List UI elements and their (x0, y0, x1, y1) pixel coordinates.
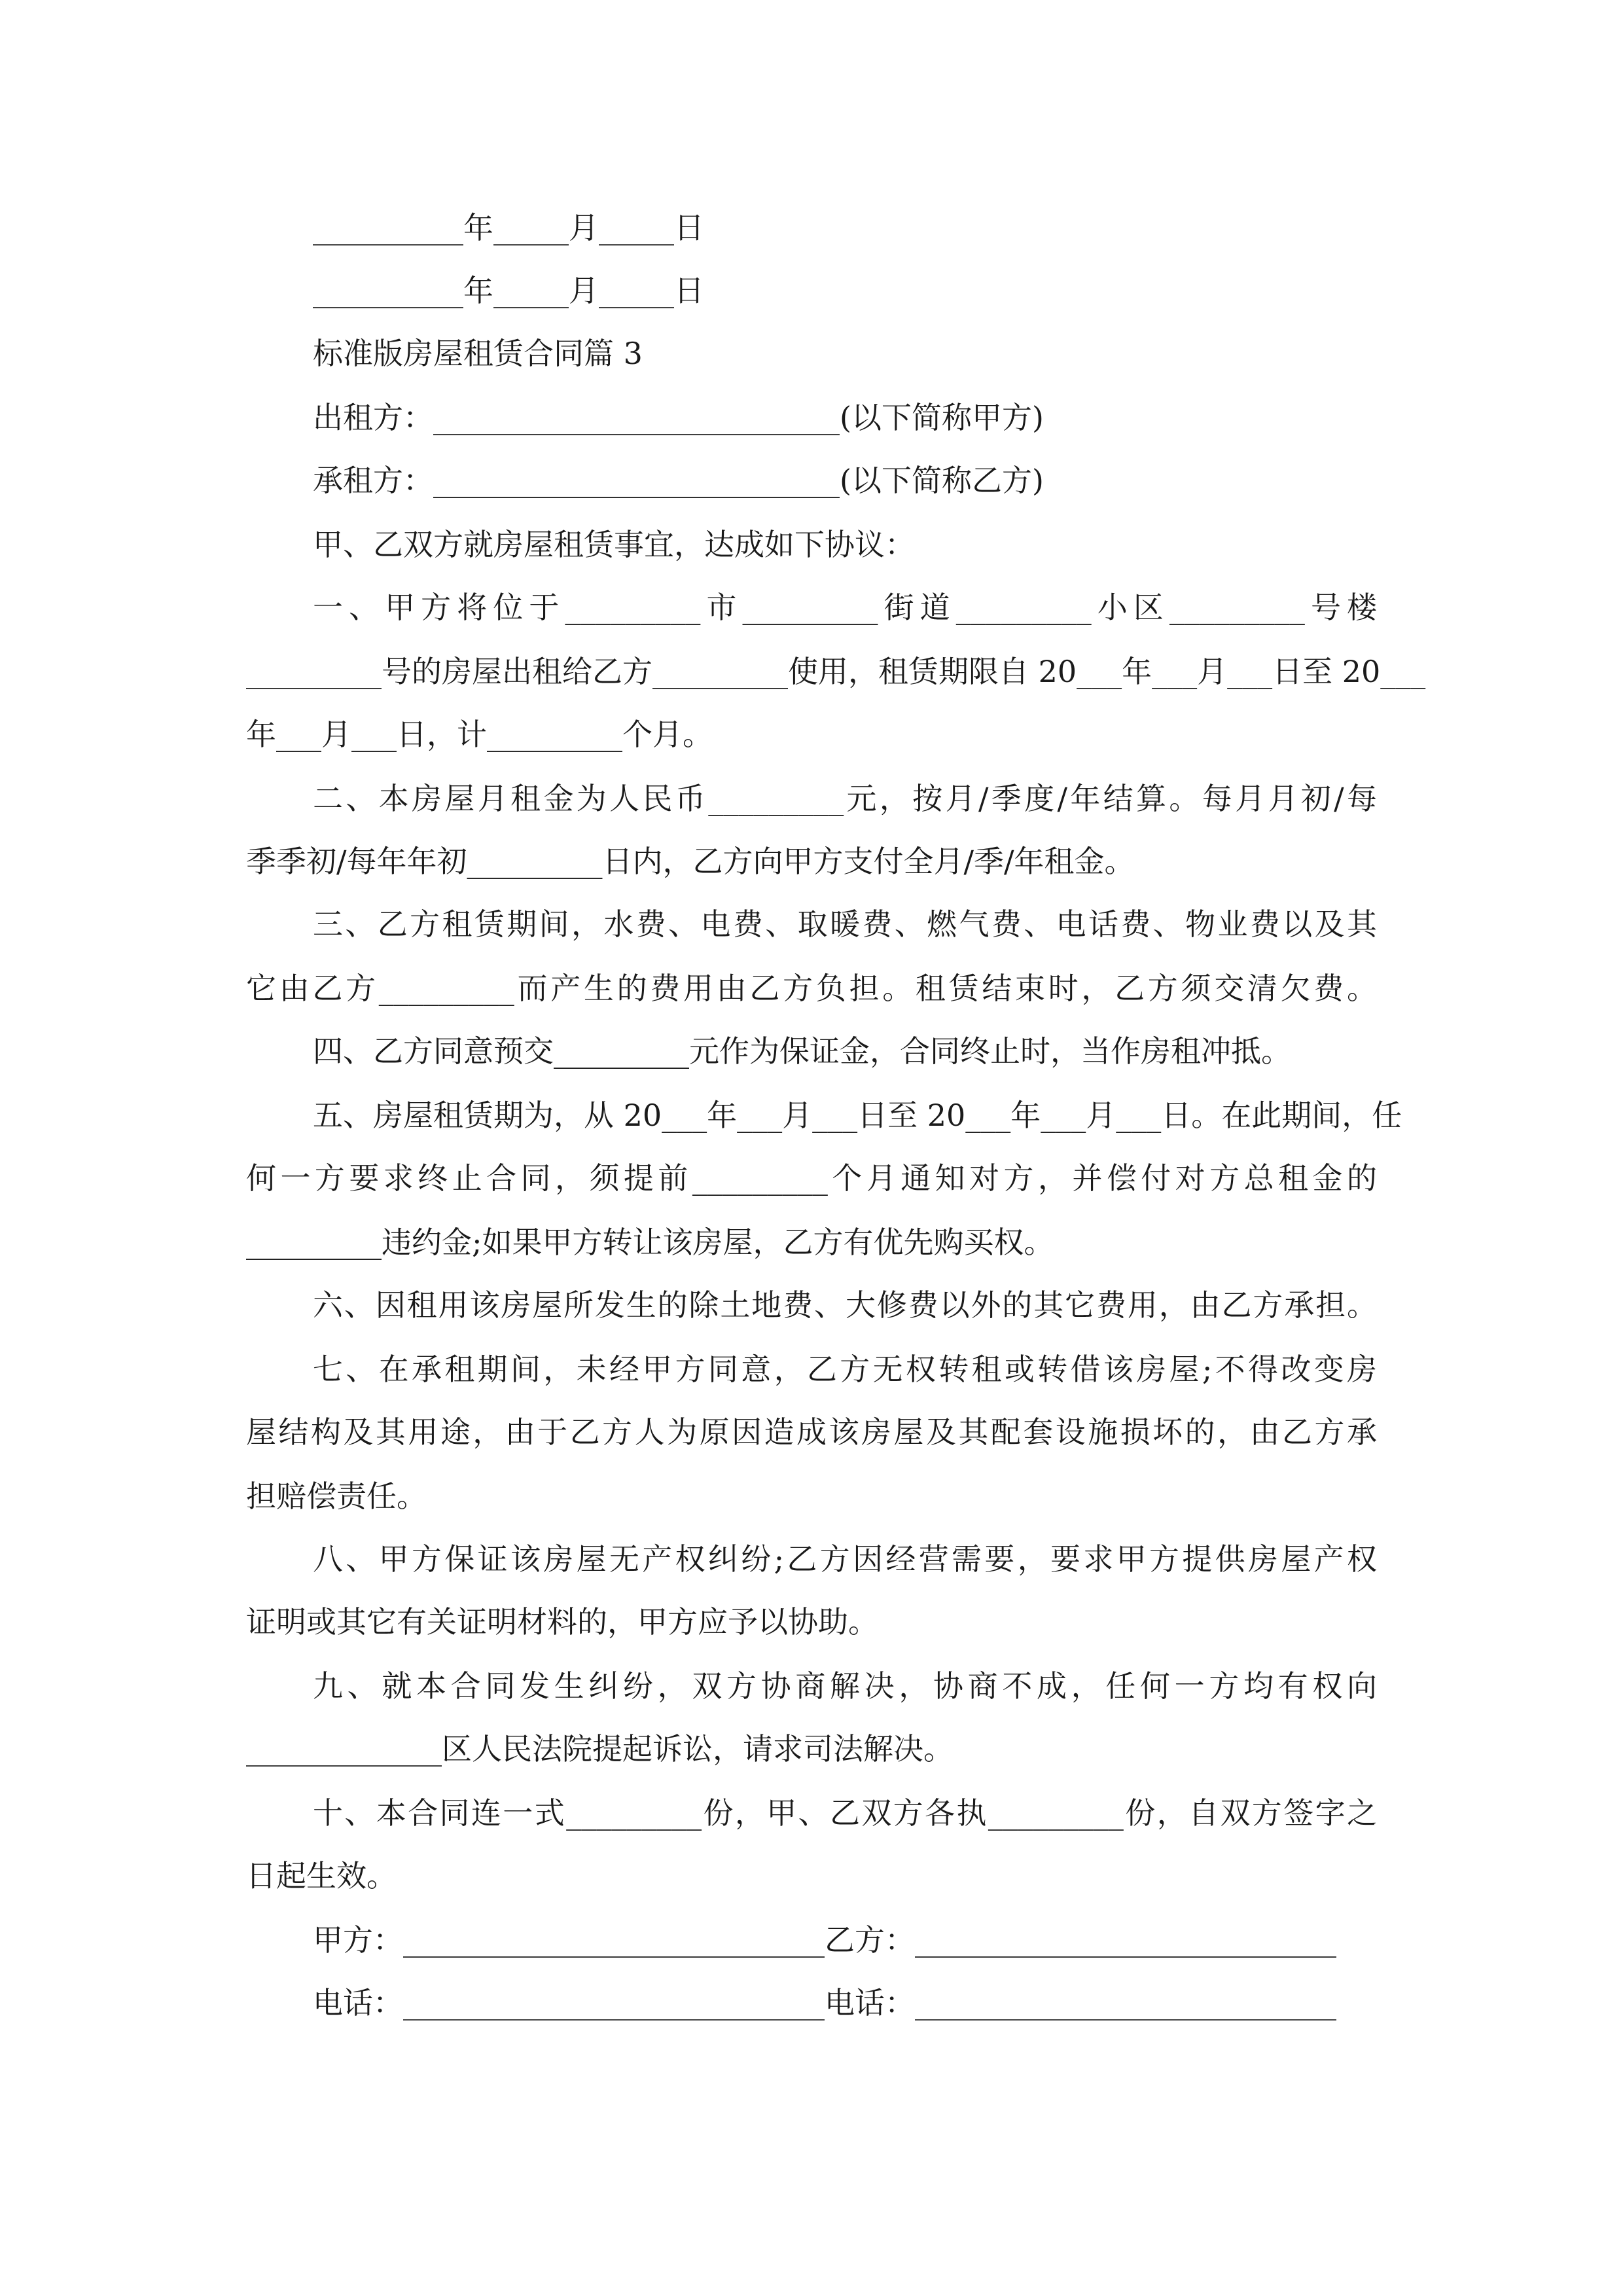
clause-9-line-2: _____________区人民法院提起诉讼，请求司法解决。 (246, 1731, 954, 1767)
agreement-intro: 甲、乙双方就房屋租赁事宜，达成如下协议： (313, 527, 915, 562)
clause-7-line-2: 屋结构及其用途，由于乙方人为原因造成该房屋及其配套设施损坏的，由乙方承 (246, 1414, 1377, 1450)
clause-4: 四、乙方同意预交_________元作为保证金，合同终止时，当作房租冲抵。 (313, 1033, 1291, 1069)
section-title: 标准版房屋租赁合同篇 3 (313, 336, 643, 371)
phone-line: 电话：____________________________电话：____________________________ (313, 1985, 1336, 2020)
clause-8-line-2: 证明或其它有关证明材料的，甲方应予以协助。 (246, 1604, 878, 1640)
date-line-2: __________年_____月_____日 (313, 273, 704, 308)
clause-3-line-2: 它由乙方_________而产生的费用由乙方负担。租赁结束时，乙方须交清欠费。 (246, 971, 1377, 1006)
lessor-line: 出租方：___________________________(以下简称甲方) (313, 400, 1044, 435)
clause-5-line-2: 何一方要求终止合同，须提前_________个月通知对方，并偿付对方总租金的 (246, 1160, 1377, 1196)
clause-8-line-1: 八、甲方保证该房屋无产权纠纷;乙方因经营需要，要求甲方提供房屋产权 (313, 1541, 1377, 1577)
clause-6: 六、因租用该房屋所发生的除土地费、大修费以外的其它费用，由乙方承担。 (313, 1287, 1377, 1323)
clause-1-line-3: 年___月___日，计_________个月。 (246, 717, 713, 752)
clause-2-line-1: 二、本房屋月租金为人民币_________元，按月/季度/年结算。每月月初/每 (313, 781, 1377, 816)
clause-1-line-2: _________号的房屋出租给乙方_________使用，租赁期限自 20___年___月___日至 20___ (246, 654, 1426, 689)
clause-7-line-1: 七、在承租期间，未经甲方同意，乙方无权转租或转借该房屋;不得改变房 (313, 1352, 1377, 1387)
clause-3-line-1: 三、乙方租赁期间，水费、电费、取暖费、燃气费、电话费、物业费以及其 (313, 906, 1377, 942)
clause-5-line-1: 五、房屋租赁期为，从 20___年___月___日至 20___年___月___日。在此期间，任 (313, 1098, 1402, 1133)
lessee-line: 承租方：___________________________(以下简称乙方) (313, 463, 1044, 498)
clause-10-line-1: 十、本合同连一式_________份，甲、乙双方各执_________份，自双方签字之 (313, 1795, 1377, 1831)
clause-9-line-1: 九、就本合同发生纠纷，双方协商解决，协商不成，任何一方均有权向 (313, 1668, 1377, 1704)
date-line-1: __________年_____月_____日 (313, 210, 704, 245)
clause-5-line-3: _________违约金;如果甲方转让该房屋，乙方有优先购买权。 (246, 1225, 1054, 1260)
clause-10-line-2: 日起生效。 (246, 1858, 397, 1893)
clause-7-line-3: 担赔偿责任。 (246, 1479, 427, 1514)
clause-1-line-1: 一、甲方将位于_________市_________街道_________小区_________号楼 (313, 590, 1377, 625)
clause-2-line-2: 季季初/每年年初_________日内，乙方向甲方支付全月/季/年租金。 (246, 844, 1135, 879)
signature-line: 甲方：____________________________乙方：____________________________ (313, 1922, 1336, 1958)
